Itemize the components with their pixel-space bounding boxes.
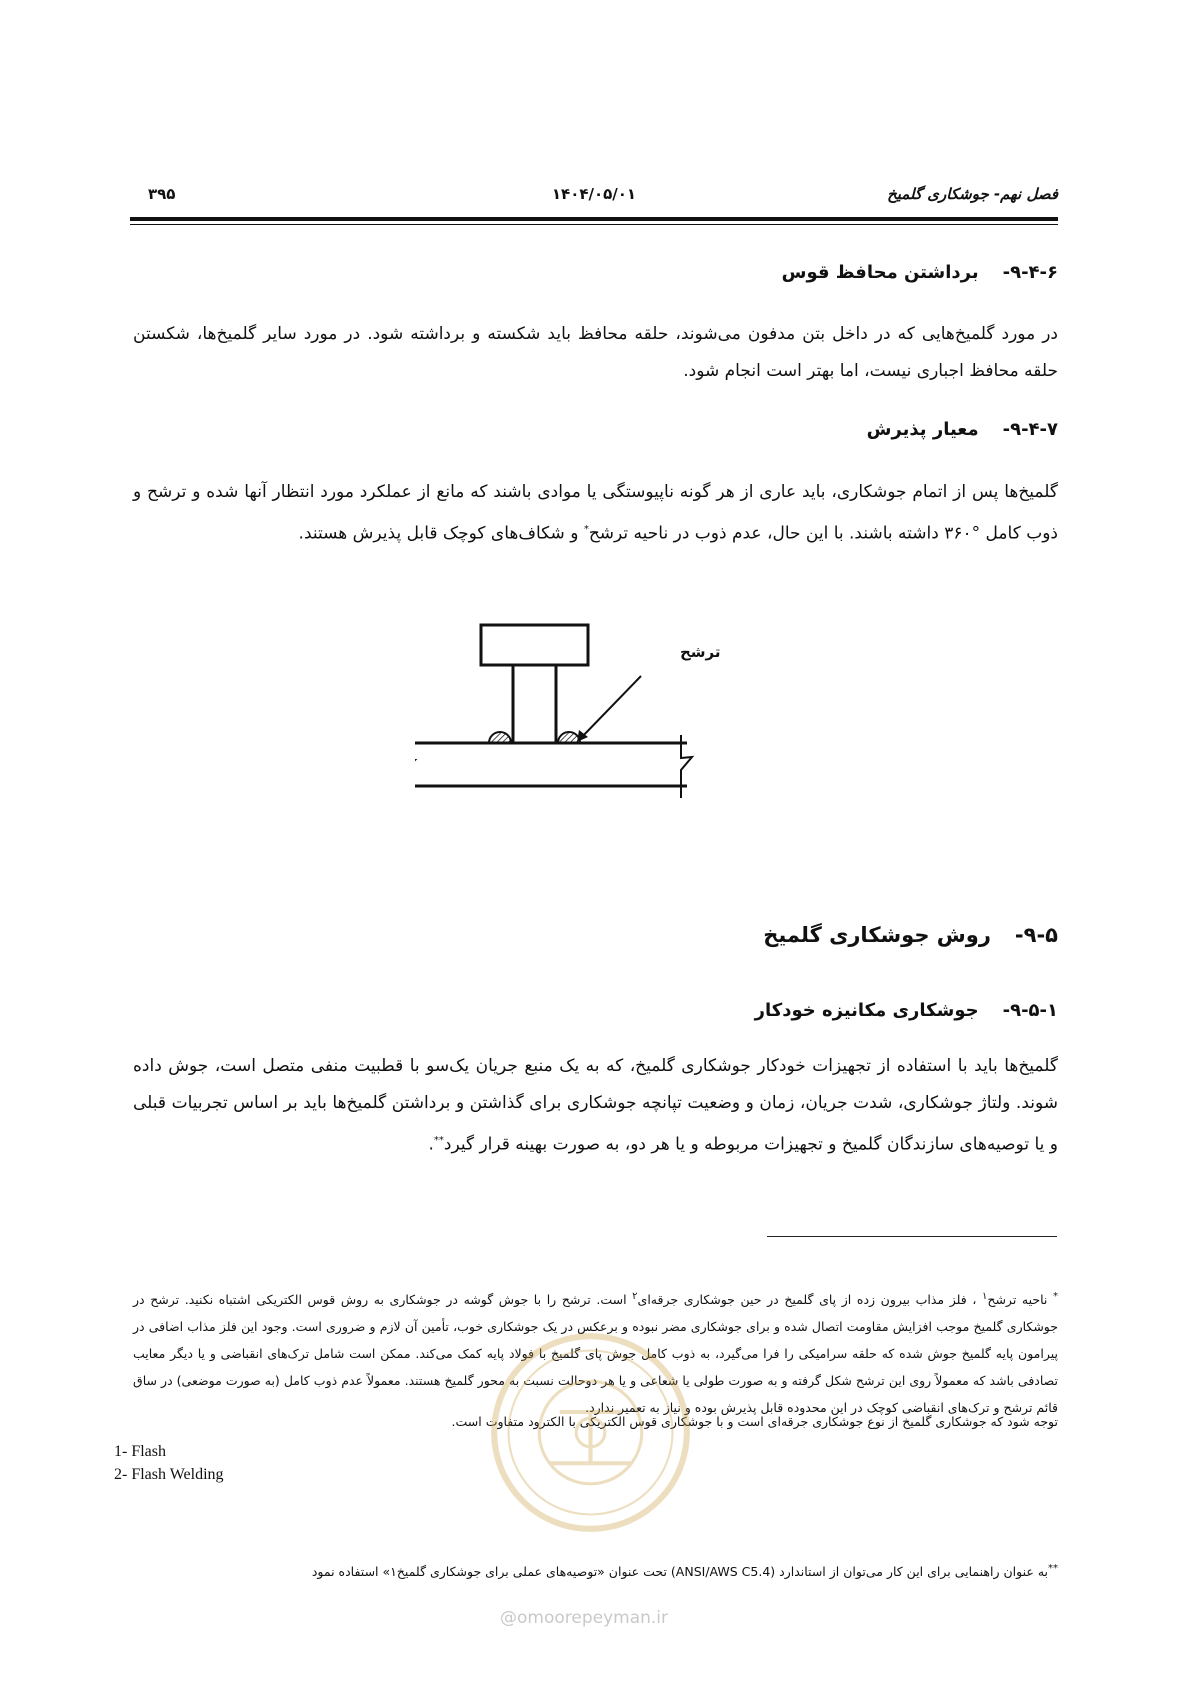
section-number: ۹-۵-۱- [1002,1000,1058,1021]
endnote-item: 2- Flash Welding [114,1466,224,1483]
header-date: ۱۴۰۴/۰۵/۰۱ [551,185,637,203]
stud-weld-figure [415,620,765,875]
chapter-title: فصل نهم- جوشکاری گلمیخ [887,185,1058,203]
footnote-1-note: توجه شود که جوشکاری گلمیخ از نوع جوشکاری جرقه‌ای است و با جوشکاری قوس الکتریکی با الکترود متفاوت است. [451,1414,1058,1429]
paragraph-text: و شکاف‌های کوچک قابل پذیرش هستند. [298,523,584,544]
endnote-list [114,1440,224,1486]
paragraph-text: . [428,1134,434,1155]
section-title: برداشتن محافظ قوس [781,262,979,283]
footnote-text: ، فلز مذاب بیرون زده از پای گلمیخ در حین جوشکاری جرقه‌ای [637,1292,982,1308]
section-number: ۹-۴-۶- [1002,262,1058,283]
page-number: ۳۹۵ [148,185,176,203]
section-heading-9-4-7 [867,419,1058,440]
section-title: معیار پذیرش [866,419,979,440]
endnote-item: 1- Flash [114,1443,166,1460]
section-heading-9-4-6 [782,262,1058,283]
section-number: ۹-۵- [1014,923,1058,947]
watermark-site: @omoorepeyman.ir [500,1608,669,1628]
footnote-2 [133,1555,1058,1585]
endnote-ref: ۲ [632,1291,638,1302]
stud-head [481,625,588,665]
footnote-text: است. ترشح را با جوش گوشه در جوشکاری به روش قوس الکتریکی اشتباه نکنید. ترشح در جوشکاری گلمیخ موجب افزایش مقاومت اتصال شده و برای جوشکاری مضر نبوده و برعکس در یک جوشکاری خوب، تأمین آن لازم و ضروری است. وجود این فلز مذاب اضافی در پیرامون پایه گلمیخ جوش شده که حلقه سرامیکی را فرا می‌گیرد، به ذوب کامل جوش پای گلمیخ با فولاد پایه کمک می‌کند. ممکن است شامل ترک‌های انقباضی و یا دیگر معایب تصادفی باشد که معمولاً روی این ترشح شکل گرفته و به صورت طولی یا شعاعی و یا هر دوحالت نسبت به محور گلمیخ هستند. معمولاً عدم ذوب کامل (به صورت موضعی) در ساق قائم ترشح و ترک‌های انقباضی کوچک در این محدوده قابل پذیرش بوده و نیاز به تعمیر ندارد. [133,1292,1058,1416]
paragraph-text: گلمیخ‌ها باید با استفاده از تجهیزات خودکار جوشکاری گلمیخ، که به یک منبع جریان یک‌سو با قطبیت منفی متصل است، جوش داده شوند. ولتاژ جوشکاری، شدت جریان، زمان و وضعیت تپانچه جوشکاری برای گذاشتن و برداشتن گلمیخ‌ها باید بر اساس تجربیات قبلی و یا توصیه‌های سازندگان گلمیخ و تجهیزات مربوطه و یا هر دو، به صورت بهینه قرار گیرد [133,1056,1058,1155]
paragraph-text: گلمیخ‌ها پس از اتمام جوشکاری، باید عاری از هر گونه ناپیوستگی یا موادی باشند که مانع از عملکرد مورد انتظار آنها شده و ترشح و ذوب کامل °۳۶۰ داشته باشند. با این حال، عدم ذوب در ناحیه ترشح [133,482,1058,544]
header-rule-thin [130,224,1058,225]
footnote-marker: * [1053,1291,1058,1302]
watermark-seal [488,1330,693,1535]
figure-label: ترشح [680,643,721,661]
weld-flash-left [489,732,511,743]
footnote-text: به عنوان راهنمایی برای این کار می‌توان از استاندارد (ANSI/AWS C5.4) تحت عنوان «توصیه‌های عملی برای جوشکاری گلمیخ۱» استفاده نمود [311,1564,1048,1580]
paragraph-9-5-1 [133,1048,1058,1164]
footnote-marker: * [583,524,589,535]
footnote-rule [767,1236,1057,1237]
section-heading-9-5-1 [755,1000,1058,1021]
section-title: روش جوشکاری گلمیخ [763,923,991,947]
footnote-marker: ** [1048,1563,1058,1574]
endnote-ref: ۱ [982,1291,988,1302]
weld-flash-right [558,732,580,743]
section-number: ۹-۴-۷- [1002,419,1058,440]
header-rule-thick [130,217,1058,221]
paragraph-9-4-7 [133,474,1058,553]
page-header [130,185,1058,209]
paragraph-9-4-6: در مورد گلمیخ‌هایی که در داخل بتن مدفون می‌شوند، حلقه محافظ باید شکسته و برداشته شود. در مورد سایر گلمیخ‌ها، شکستن حلقه محافظ اجباری نیست، اما بهتر است انجام شود. [133,324,1058,381]
footnote-marker: ** [433,1135,444,1146]
footnote-text: ناحیه ترشح [987,1292,1053,1308]
section-heading-9-5 [763,923,1058,947]
leader-line [579,676,641,740]
section-title: جوشکاری مکانیزه خودکار [754,1000,979,1021]
